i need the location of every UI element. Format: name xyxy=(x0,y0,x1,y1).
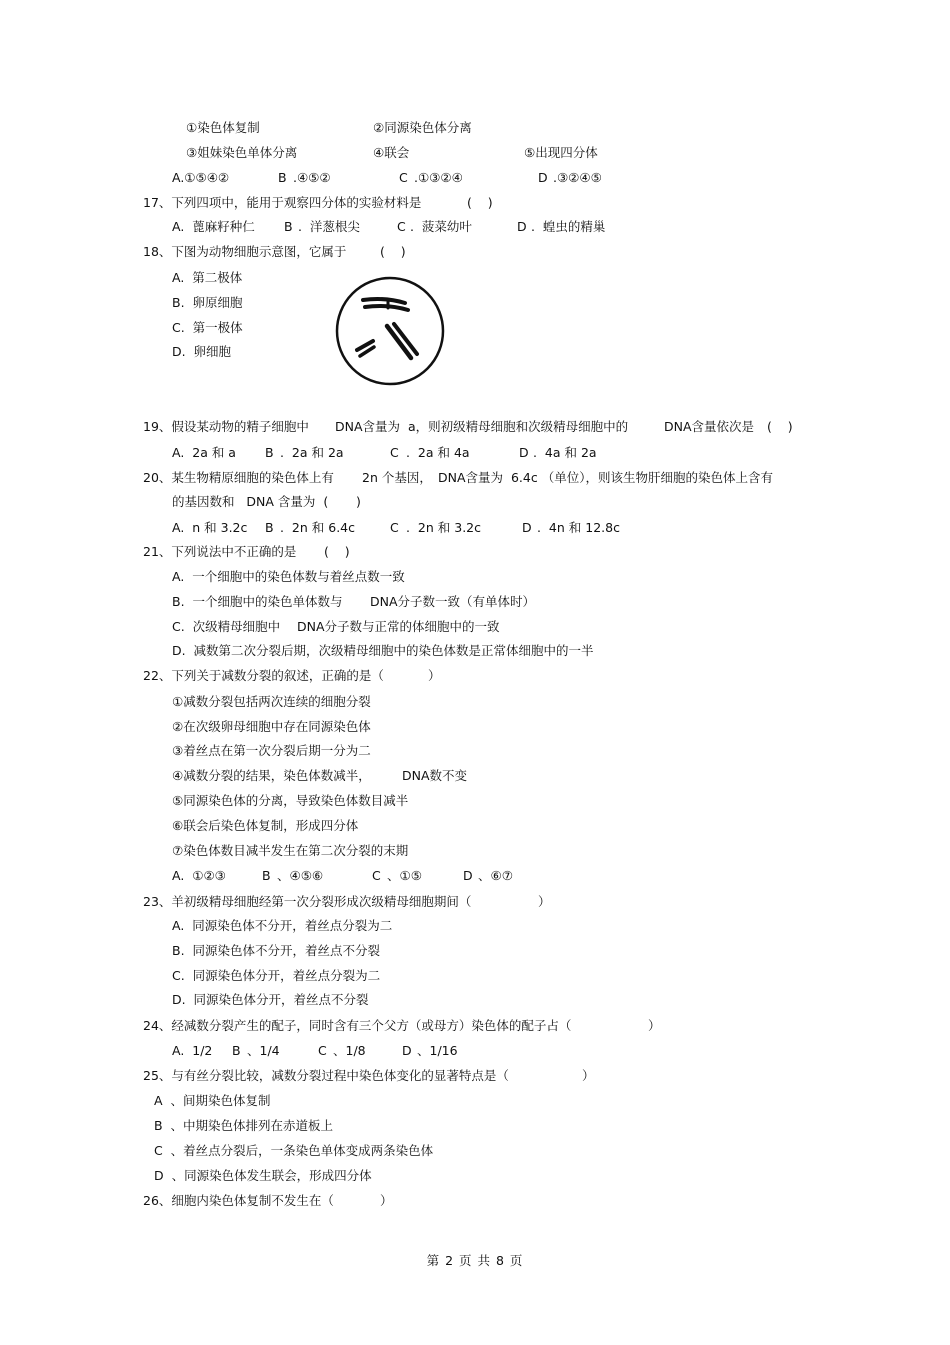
text-line-q19-stem-part-3: DNA含量依次是 xyxy=(664,419,755,434)
text-line-q17-choices-part-7: . 蝗虫的精巢 xyxy=(531,219,606,234)
text-line-q17-choices-part-6: D xyxy=(517,219,527,234)
animal-cell-diagram xyxy=(333,276,451,386)
text-line-q17-choices-part-2: B xyxy=(284,219,293,234)
text-line-q20-stem2: 的基因数和 DNA 含量为 ( ) xyxy=(172,494,361,509)
text-line-q22-stem-part-2: ） xyxy=(428,668,441,683)
text-line-q17-choices-part-4: C xyxy=(397,219,406,234)
text-line-q16-opt-3-4-5-part-3: ⑤出现四分体 xyxy=(524,145,598,160)
text-line-q20-choices-part-6: D xyxy=(522,520,532,535)
text-line-q22-5: ⑤同源染色体的分离，导致染色体数目减半 xyxy=(172,793,409,808)
text-line-q22-1: ①减数分裂包括两次连续的细胞分裂 xyxy=(172,694,371,709)
text-line-q20-stem-part-3: DNA含量为 6.4c （单位），则该生物肝细胞的染色体上含有 xyxy=(438,470,773,485)
text-line-q24-choices-part-2: B xyxy=(232,1043,241,1058)
text-line-q20-stem-part-1: 20、某生物精原细胞的染色体上有 xyxy=(143,470,334,485)
text-line-q20-stem-part-2: 2n 个基因， xyxy=(362,470,432,485)
text-line-q21-c-part-2: DNA分子数与正常的体细胞中的一致 xyxy=(297,619,500,634)
text-line-q19-stem-part-2: DNA含量为 a，则初级精母细胞和次级精母细胞中的 xyxy=(335,419,629,434)
text-line-q18-a: A. 第二极体 xyxy=(172,270,243,285)
text-line-q21-b-part-1: B. 一个细胞中的染色单体数与 xyxy=(172,594,343,609)
text-line-q20-choices-part-7: . 4n 和 12.8c xyxy=(537,520,620,535)
text-line-q16-choices-part-7: .③②④⑤ xyxy=(553,170,602,185)
text-line-q25-c: C 、着丝点分裂后，一条染色单体变成两条染色体 xyxy=(154,1143,434,1158)
text-line-q23-c: C. 同源染色体分开，着丝点分裂为二 xyxy=(172,968,381,983)
text-line-q17-stem-part-2: ( ) xyxy=(467,195,493,210)
text-line-q20-choices-part-3: . 2n 和 6.4c xyxy=(280,520,355,535)
text-line-q16-opt-1-2-part-2: ②同源染色体分离 xyxy=(373,120,472,135)
text-line-q22-choices-part-6: D xyxy=(463,868,473,883)
text-line-q24-choices-part-4: C xyxy=(318,1043,327,1058)
text-line-q25-b: B 、中期染色体排列在赤道板上 xyxy=(154,1118,334,1133)
text-line-q16-choices-part-5: .①③②④ xyxy=(414,170,463,185)
text-line-q23-d: D. 同源染色体分开，着丝点不分裂 xyxy=(172,992,369,1007)
text-line-q24-stem-part-2: ） xyxy=(648,1018,661,1033)
text-line-q25-stem-part-2: ） xyxy=(582,1068,595,1083)
chromosome-2 xyxy=(387,324,417,358)
text-line-q21-b-part-2: DNA分子数一致（有单体时） xyxy=(370,594,536,609)
text-line-q21-stem-part-2: ( ) xyxy=(324,544,350,559)
chromosome-1 xyxy=(363,299,408,310)
text-line-q16-choices-part-4: C xyxy=(399,170,408,185)
text-line-q23-stem-part-2: ） xyxy=(538,894,551,909)
text-line-q19-choices-part-1: A. 2a 和 a xyxy=(172,445,236,460)
text-line-q22-7: ⑦染色体数目减半发生在第二次分裂的末期 xyxy=(172,843,409,858)
text-line-q19-choices-part-7: . 4a 和 2a xyxy=(533,445,597,460)
text-line-q26-stem-part-1: 26、细胞内染色体复制不发生在（ xyxy=(143,1193,334,1208)
text-line-q19-choices-part-2: B xyxy=(265,445,274,460)
text-line-q20-choices-part-2: B xyxy=(265,520,274,535)
text-line-q25-d: D 、同源染色体发生联会，形成四分体 xyxy=(154,1168,372,1183)
text-line-q16-choices-part-1: A.①⑤④② xyxy=(172,170,230,185)
text-line-q16-opt-3-4-5-part-2: ④联会 xyxy=(373,145,410,160)
text-line-q19-choices-part-4: C xyxy=(390,445,399,460)
text-line-q24-stem-part-1: 24、经减数分裂产生的配子，同时含有三个父方（或母方）染色体的配子占（ xyxy=(143,1018,572,1033)
text-line-q24-choices-part-3: 、1/4 xyxy=(247,1043,280,1058)
text-line-q16-opt-3-4-5-part-1: ③姐妹染色单体分离 xyxy=(186,145,298,160)
page-footer: 第 2 页 共 8 页 xyxy=(426,1253,524,1268)
text-line-q22-choices-part-5: 、①⑤ xyxy=(387,868,422,883)
text-line-q21-c-part-1: C. 次级精母细胞中 xyxy=(172,619,281,634)
text-line-q24-choices-part-6: D xyxy=(402,1043,412,1058)
text-line-q24-choices-part-1: A. 1/2 xyxy=(172,1043,213,1058)
text-line-q21-stem-part-1: 21、下列说法中不正确的是 xyxy=(143,544,297,559)
text-line-q16-opt-1-2-part-1: ①染色体复制 xyxy=(186,120,260,135)
text-line-q23-b: B. 同源染色体不分开，着丝点不分裂 xyxy=(172,943,380,958)
text-line-q22-2: ②在次级卵母细胞中存在同源染色体 xyxy=(172,719,371,734)
text-line-q20-choices-part-5: . 2n 和 3.2c xyxy=(406,520,481,535)
text-line-q18-d: D. 卵细胞 xyxy=(172,344,232,359)
text-line-q16-choices-part-2: B xyxy=(278,170,287,185)
text-line-q25-a: A 、间期染色体复制 xyxy=(154,1093,271,1108)
text-line-q18-b: B. 卵原细胞 xyxy=(172,295,243,310)
text-line-q17-choices-part-3: . 洋葱根尖 xyxy=(298,219,360,234)
text-line-q22-stem-part-1: 22、下列关于减数分裂的叙述，正确的是（ xyxy=(143,668,384,683)
text-line-q16-choices-part-3: .④⑤② xyxy=(293,170,331,185)
text-line-q20-choices-part-4: C xyxy=(390,520,399,535)
text-line-q22-choices-part-1: A. ①②③ xyxy=(172,868,226,883)
text-line-q23-stem-part-1: 23、羊初级精母细胞经第一次分裂形成次级精母细胞期间（ xyxy=(143,894,472,909)
text-line-q18-c: C. 第一极体 xyxy=(172,320,243,335)
text-line-q24-choices-part-5: 、1/8 xyxy=(333,1043,366,1058)
text-line-q22-choices-part-2: B xyxy=(262,868,271,883)
text-line-q18-stem-part-1: 18、下图为动物细胞示意图，它属于 xyxy=(143,244,347,259)
text-line-q20-choices-part-1: A. n 和 3.2c xyxy=(172,520,248,535)
text-line-q18-stem-part-2: ( ) xyxy=(380,244,406,259)
text-line-q26-stem-part-2: ） xyxy=(380,1193,393,1208)
text-line-q22-3: ③着丝点在第一次分裂后期一分为二 xyxy=(172,743,371,758)
text-line-q19-choices-part-6: D xyxy=(519,445,529,460)
text-line-q17-stem-part-1: 17、下列四项中，能用于观察四分体的实验材料是 xyxy=(143,195,422,210)
text-line-q17-choices-part-5: . 菠菜幼叶 xyxy=(410,219,472,234)
text-line-q22-choices-part-3: 、④⑤⑥ xyxy=(277,868,324,883)
text-line-q22-choices-part-4: C xyxy=(372,868,381,883)
chromosome-3 xyxy=(357,341,374,356)
text-line-q16-choices-part-6: D xyxy=(538,170,548,185)
text-line-q22-6: ⑥联会后染色体复制，形成四分体 xyxy=(172,818,359,833)
text-line-q19-choices-part-5: . 2a 和 4a xyxy=(406,445,470,460)
text-line-q21-a: A. 一个细胞中的染色体数与着丝点数一致 xyxy=(172,569,405,584)
text-line-q17-choices-part-1: A. 蓖麻籽种仁 xyxy=(172,219,255,234)
text-line-q19-choices-part-3: . 2a 和 2a xyxy=(280,445,344,460)
text-line-q19-stem-part-1: 19、假设某动物的精子细胞中 xyxy=(143,419,309,434)
text-line-q25-stem-part-1: 25、与有丝分裂比较，减数分裂过程中染色体变化的显著特点是（ xyxy=(143,1068,509,1083)
text-line-q22-choices-part-7: 、⑥⑦ xyxy=(478,868,513,883)
text-line-q24-choices-part-7: 、1/16 xyxy=(417,1043,458,1058)
text-line-q19-stem-part-4: ( ) xyxy=(767,419,793,434)
text-line-q22-4-part-2: DNA数不变 xyxy=(402,768,468,783)
text-line-q21-d: D. 减数第二次分裂后期，次级精母细胞中的染色体数是正常体细胞中的一半 xyxy=(172,643,594,658)
text-line-q22-4-part-1: ④减数分裂的结果，染色体数减半， xyxy=(172,768,371,783)
text-line-q23-a: A. 同源染色体不分开，着丝点分裂为二 xyxy=(172,918,393,933)
